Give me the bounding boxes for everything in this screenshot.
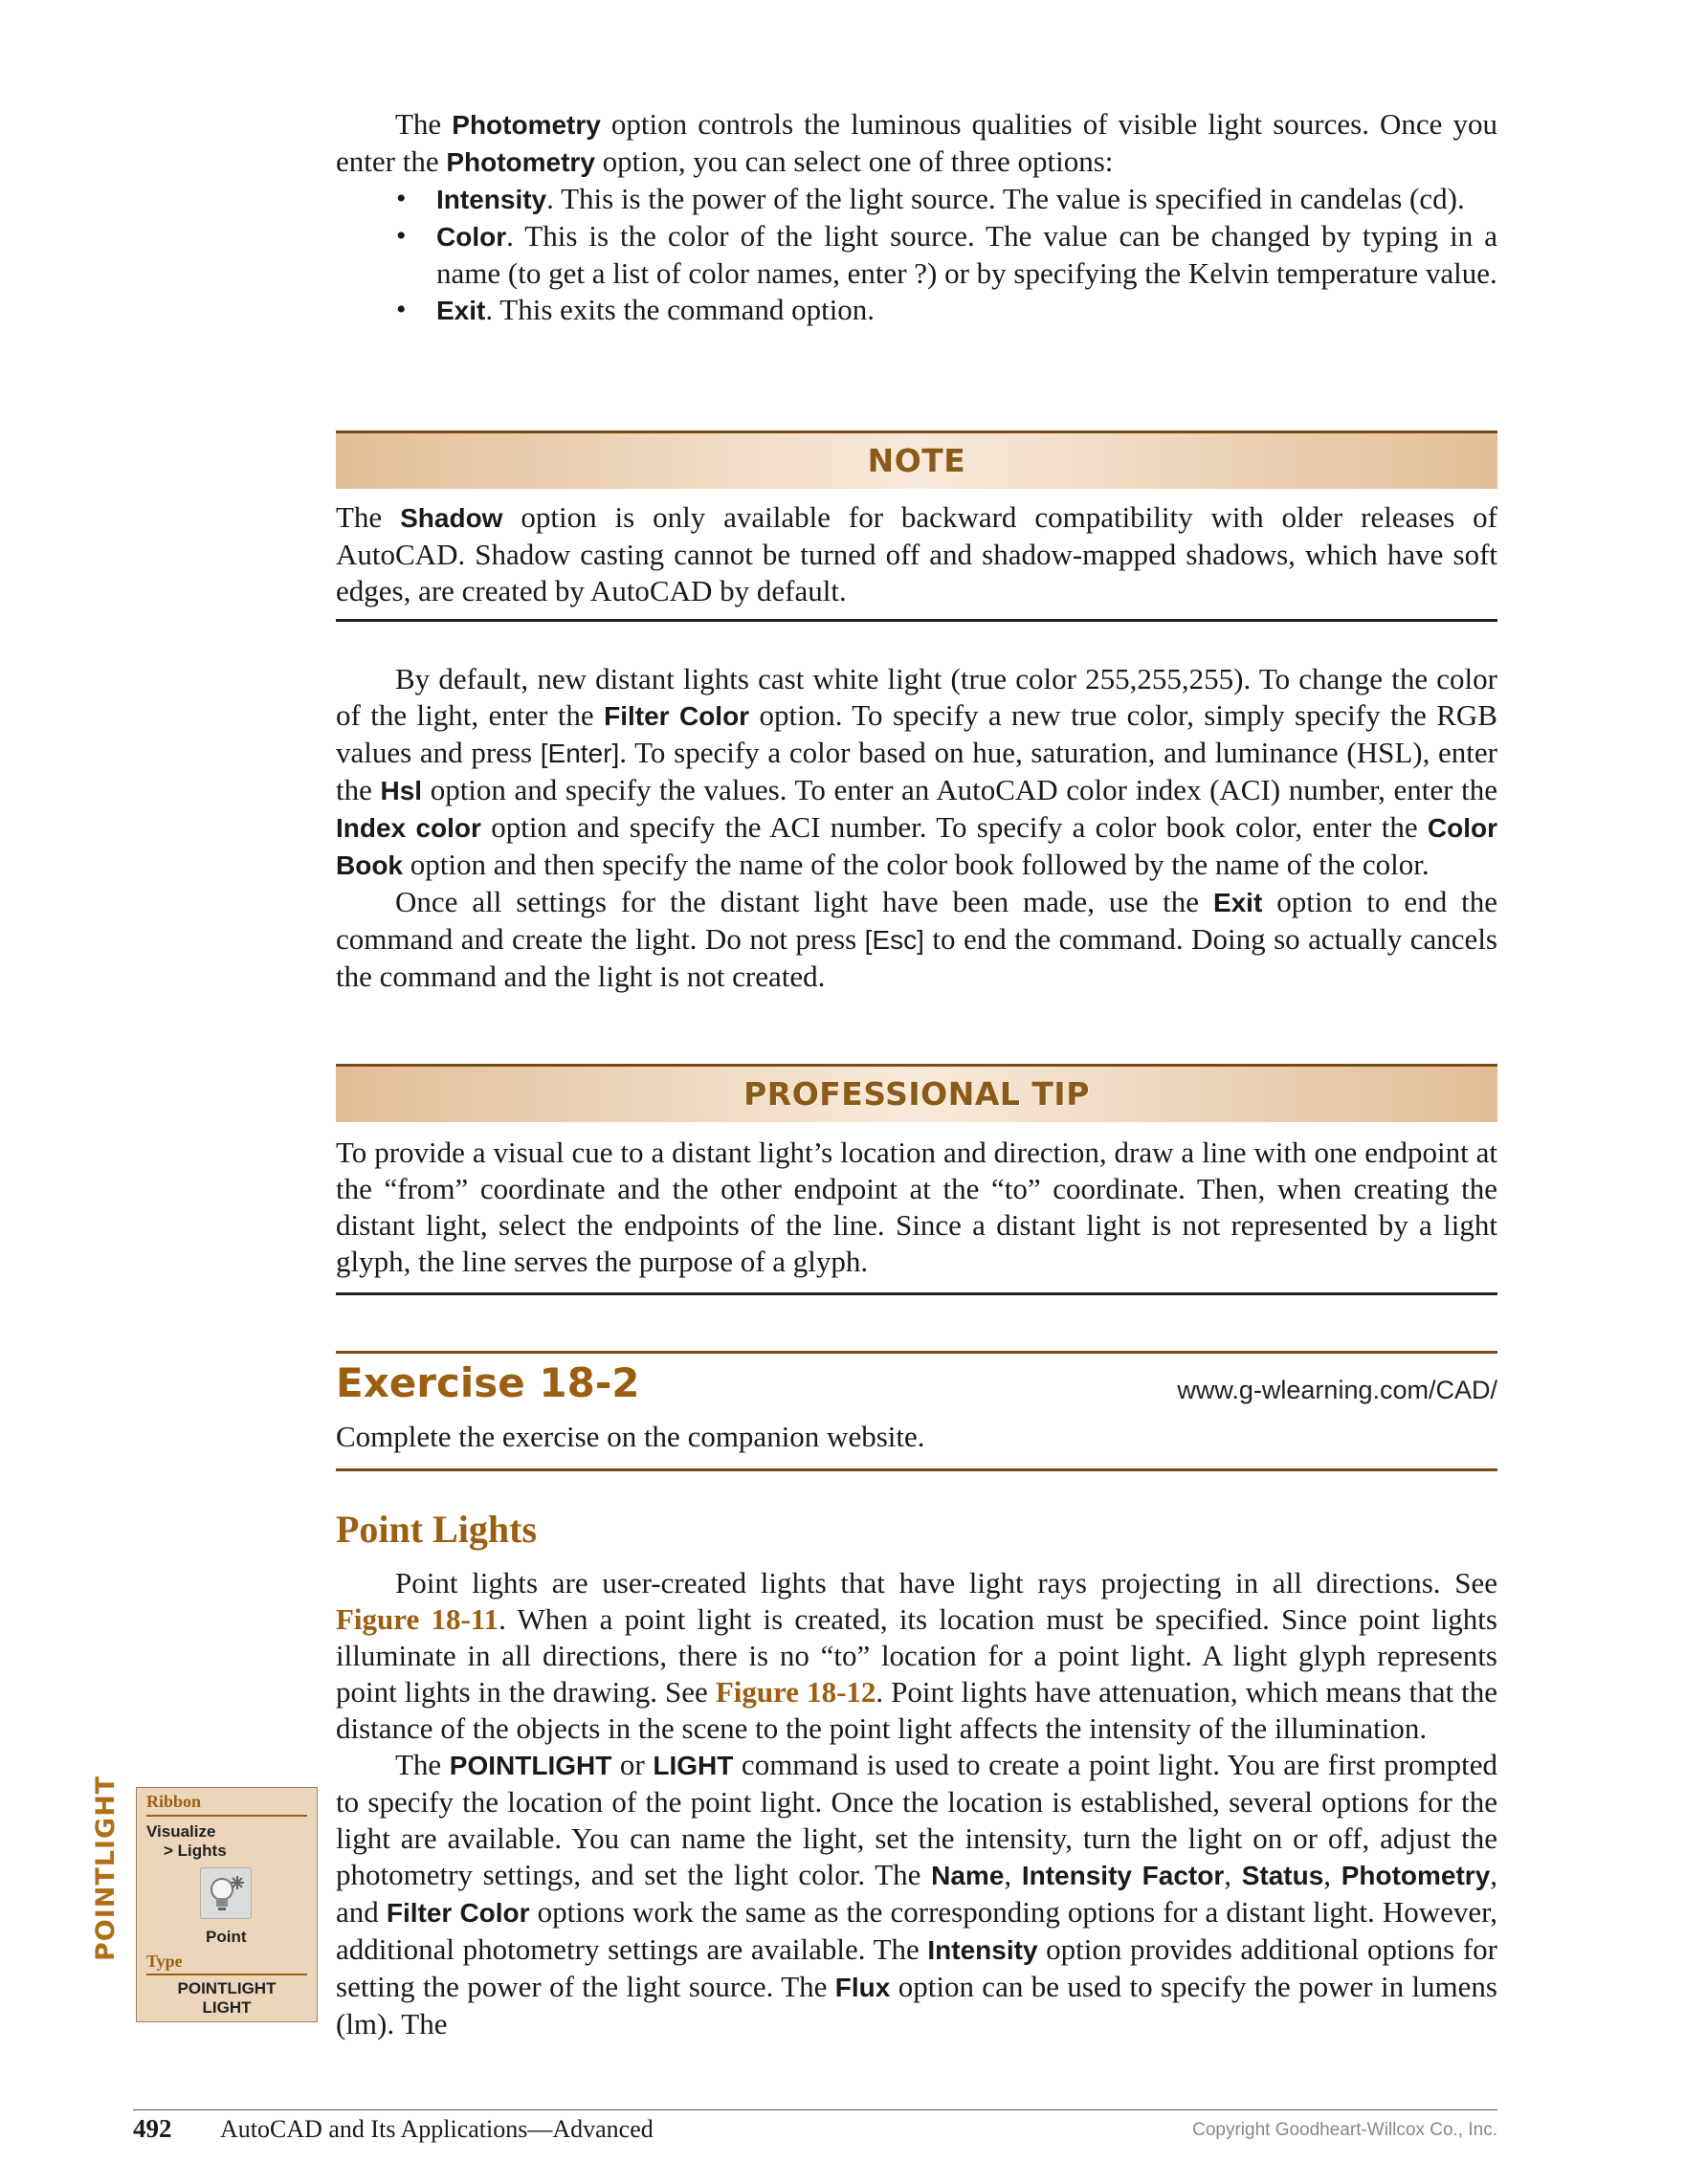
exercise-bottom-rule: [336, 1468, 1497, 1471]
option-list: [336, 181, 1497, 329]
note-heading: NOTE: [336, 430, 1497, 489]
book-title: AutoCAD and Its Applications—Advanced: [220, 2115, 654, 2143]
copyright: Copyright Goodheart-Willcox Co., Inc.: [1192, 2120, 1497, 2140]
exercise-body: [336, 1419, 1497, 1455]
point-light-icon: [201, 1868, 251, 1918]
exercise-text: Complete the exercise on the companion website.: [336, 1420, 925, 1453]
point-block: [336, 1565, 1497, 2042]
exercise-title: Exercise 18-2: [336, 1359, 640, 1406]
list-item: • Color. This is the color of the light source. The value can be changed by typing in a name (to get a list of color names, enter ?) or by specifying the Kelvin temperature value.: [436, 218, 1497, 292]
tip-heading: PROFESSIONAL TIP: [336, 1064, 1497, 1122]
ribbon-path-panel: > Lights: [164, 1842, 227, 1860]
exercise-url[interactable]: www.g-wlearning.com/CAD/: [1177, 1376, 1497, 1404]
type-command-2: LIGHT: [202, 1998, 252, 2017]
page-number: 492: [133, 2114, 172, 2143]
footer-divider: [133, 2109, 1497, 2110]
point-paragraph-1: Point lights are user-created lights that have light rays projecting in all directions. See Figure 18-11. When a point light is created, its location must be specified. Since point lights illuminate in all directions, there is no “to” location for a point light. A light glyph represents point lights in the drawing. See Figure 18-12. Point lights have attenuation, which means that the distance of the objects in the scene to the point light affects the intensity of the illumination.: [336, 1566, 1497, 1745]
list-item: • Exit. This exits the command option.: [436, 292, 1497, 329]
type-heading: Type: [146, 1952, 183, 1971]
type-divider: [146, 1974, 307, 1975]
command-tab: POINTLIGHT: [91, 1775, 121, 1961]
note-text: The Shadow option is only available for backward compatibility with older releases of AutoCAD. Shadow casting cannot be turned off and shadow-mapped shadows, which have soft edges, are created by AutoCAD by default.: [336, 500, 1497, 607]
point-paragraph-2: The POINTLIGHT or LIGHT command is used to create a point light. You are first prompted to specify the location of the point light. Once the location is established, several options for the light are available. You can name the light, set the intensity, turn the light on or off, adjust the photometry settings, and set the light color. The Name, Intensity Factor, Status, Photometry, and Filter Color options work the same as the corresponding options for a distant light. However, additional photometry settings are available. The Intensity option provides additional options for setting the power of the light source. The Flux option can be used to specify the power in lumens (lm). The: [336, 1748, 1498, 2041]
exercise-top-rule: [336, 1351, 1497, 1354]
list-item: • Intensity. This is the power of the light source. The value is specified in candelas (cd).: [436, 181, 1497, 218]
note-divider: [336, 619, 1497, 622]
section-title: Point Lights: [336, 1508, 538, 1551]
tip-body: [336, 1135, 1497, 1280]
type-command-1: POINTLIGHT: [177, 1979, 277, 1997]
color-paragraph: By default, new distant lights cast white light (true color 255,255,255). To change the color of the light, enter the Filter Color option. To specify a new true color, simply specify the RGB values and press [Enter]. To specify a color based on hue, saturation, and luminance (HSL), enter the Hsl option and specify the values. To enter an AutoCAD color index (ACI) number, enter the Index color option and specify the ACI number. To specify a color book color, enter the Color Book option and then specify the name of the color book followed by the name of the color.: [336, 662, 1498, 881]
exit-paragraph: Once all settings for the distant light have been made, use the Exit option to end the command and create the light. Do not press [Esc] to end the command. Doing so actually cancels the command and the light is not created.: [336, 885, 1497, 993]
ribbon-path-tab: Visualize: [146, 1822, 216, 1841]
command-reference-box: [136, 1787, 318, 2022]
note-body: [336, 499, 1497, 609]
figure-link[interactable]: Figure 18-12: [715, 1675, 876, 1709]
tip-divider: [336, 1292, 1497, 1295]
figure-link[interactable]: Figure 18-11: [336, 1602, 499, 1636]
color-block: [336, 661, 1497, 995]
point-light-button[interactable]: [200, 1867, 252, 1919]
ribbon-divider: [146, 1815, 307, 1817]
tip-text: To provide a visual cue to a distant light’s location and direction, draw a line with one endpoint at the “from” coordinate and the other endpoint at the “to” coordinate. Then, when creating the distant light, select the endpoints of the line. Since a distant light is not represented by a light glyph, the line serves the purpose of a glyph.: [336, 1136, 1497, 1278]
ribbon-heading: Ribbon: [146, 1792, 202, 1811]
intro-paragraph: The Photometry option controls the luminous qualities of visible light sources. Once you enter the Photometry option, you can select one of three options:: [336, 107, 1498, 178]
intro-block: [336, 106, 1497, 329]
point-button-label: Point: [206, 1928, 247, 1946]
